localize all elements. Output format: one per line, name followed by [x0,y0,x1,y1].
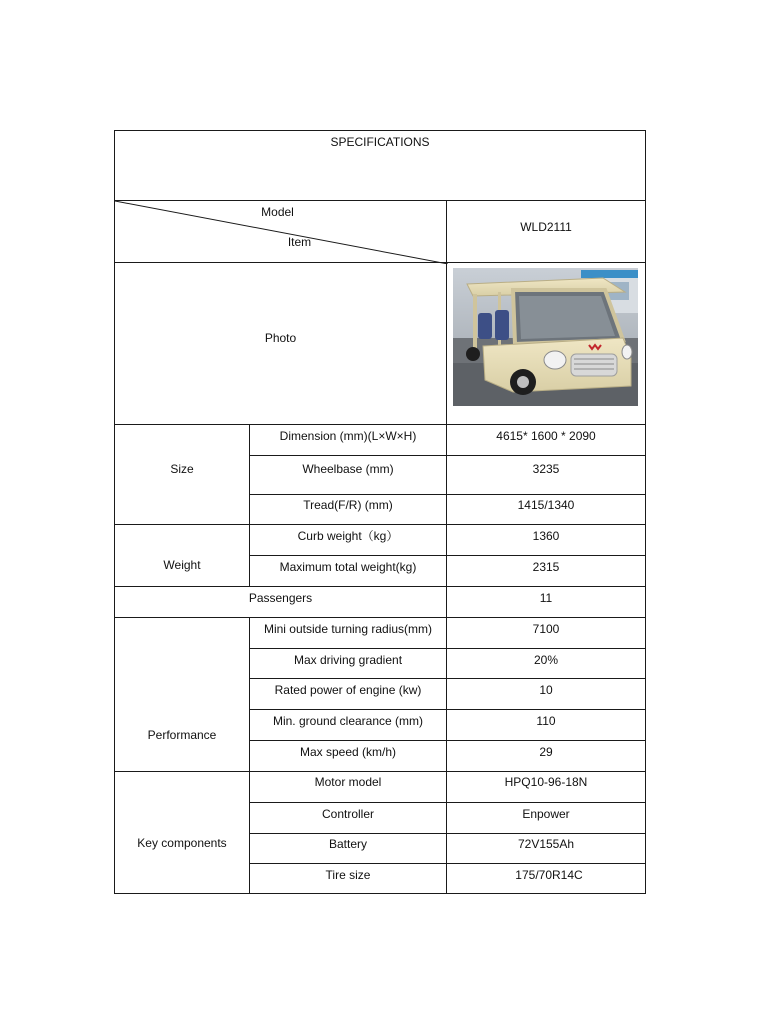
model-value-cell [446,200,646,263]
rated-power-value: 10 [539,683,553,697]
spec-label-cell [249,863,447,894]
motor-model-value: HPQ10-96-18N [504,775,588,789]
spec-label-cell [249,833,447,864]
tire-size-label: Tire size [325,868,371,882]
key-components-group-cell [114,771,250,894]
spec-value-cell [446,424,646,456]
max-speed-value: 29 [539,745,553,759]
curb-weight-value: 1360 [532,529,560,543]
rated-power-label: Rated power of engine (kw) [274,683,422,697]
max-total-weight-label: Maximum total weight(kg) [279,560,417,574]
spec-value-cell [446,771,646,803]
spec-label-cell [249,709,447,741]
photo-label: Photo [264,331,297,345]
spec-value-cell [446,494,646,525]
max-speed-label: Max speed (km/h) [299,745,397,759]
controller-label: Controller [321,807,375,821]
gradient-value: 20% [533,653,559,667]
battery-value: 72V155Ah [517,837,575,851]
ground-clearance-value: 110 [536,714,556,728]
spec-label-cell [249,524,447,556]
title-cell [114,130,646,201]
golf-cart-photo-icon [453,268,638,406]
controller-value: Enpower [522,807,570,821]
spec-label-cell [249,740,447,772]
passengers-value-cell [446,586,646,618]
tire-size-value: 175/70R14C [515,868,583,882]
motor-model-label: Motor model [314,775,382,789]
spec-label-cell [249,802,447,834]
spec-value-cell [446,648,646,679]
item-label: Item [287,235,312,249]
spec-value-cell [446,555,646,587]
tread-label: Tread(F/R) (mm) [303,498,393,512]
model-label: Model [261,205,294,219]
spec-label-cell [249,617,447,649]
battery-label: Battery [328,837,367,851]
wheelbase-value: 3235 [532,462,560,476]
wheelbase-label: Wheelbase (mm) [302,462,394,476]
curb-weight-label: Curb weight（kg） [297,529,399,543]
passengers-value: 11 [539,591,553,605]
model-value: WLD2111 [520,220,572,234]
spec-value-cell [446,455,646,495]
max-total-weight-value: 2315 [532,560,560,574]
spec-value-cell [446,863,646,894]
tread-value: 1415/1340 [517,498,575,512]
ground-clearance-label: Min. ground clearance (mm) [272,714,424,728]
spec-label-cell [249,555,447,587]
spec-label-cell [249,424,447,456]
spec-label-cell [249,648,447,679]
performance-group-cell [114,617,250,772]
size-group-label: Size [170,462,194,476]
size-group-cell [114,424,250,525]
spec-value-cell [446,524,646,556]
spec-label-cell [249,455,447,495]
spec-label-cell [249,771,447,803]
spec-value-cell [446,617,646,649]
gradient-label: Max driving gradient [293,653,403,667]
turning-radius-value: 7100 [532,622,560,636]
model-item-header-cell [114,200,447,263]
spec-value-cell [446,740,646,772]
performance-group-label: Performance [147,728,217,742]
dimension-value: 4615* 1600 * 2090 [496,429,596,443]
spec-value-cell [446,678,646,710]
spec-value-cell [446,802,646,834]
photo-label-cell [114,262,447,425]
page-title: SPECIFICATIONS [330,135,430,149]
spec-value-cell [446,833,646,864]
passengers-label-cell [114,586,447,618]
spec-value-cell [446,709,646,741]
key-components-group-label: Key components [137,836,227,850]
turning-radius-label: Mini outside turning radius(mm) [263,622,433,636]
weight-group-label: Weight [163,558,201,572]
spec-label-cell [249,494,447,525]
spec-label-cell [249,678,447,710]
dimension-label: Dimension (mm)(L×W×H) [279,429,417,443]
passengers-label: Passengers [248,591,313,605]
weight-group-cell [114,524,250,587]
